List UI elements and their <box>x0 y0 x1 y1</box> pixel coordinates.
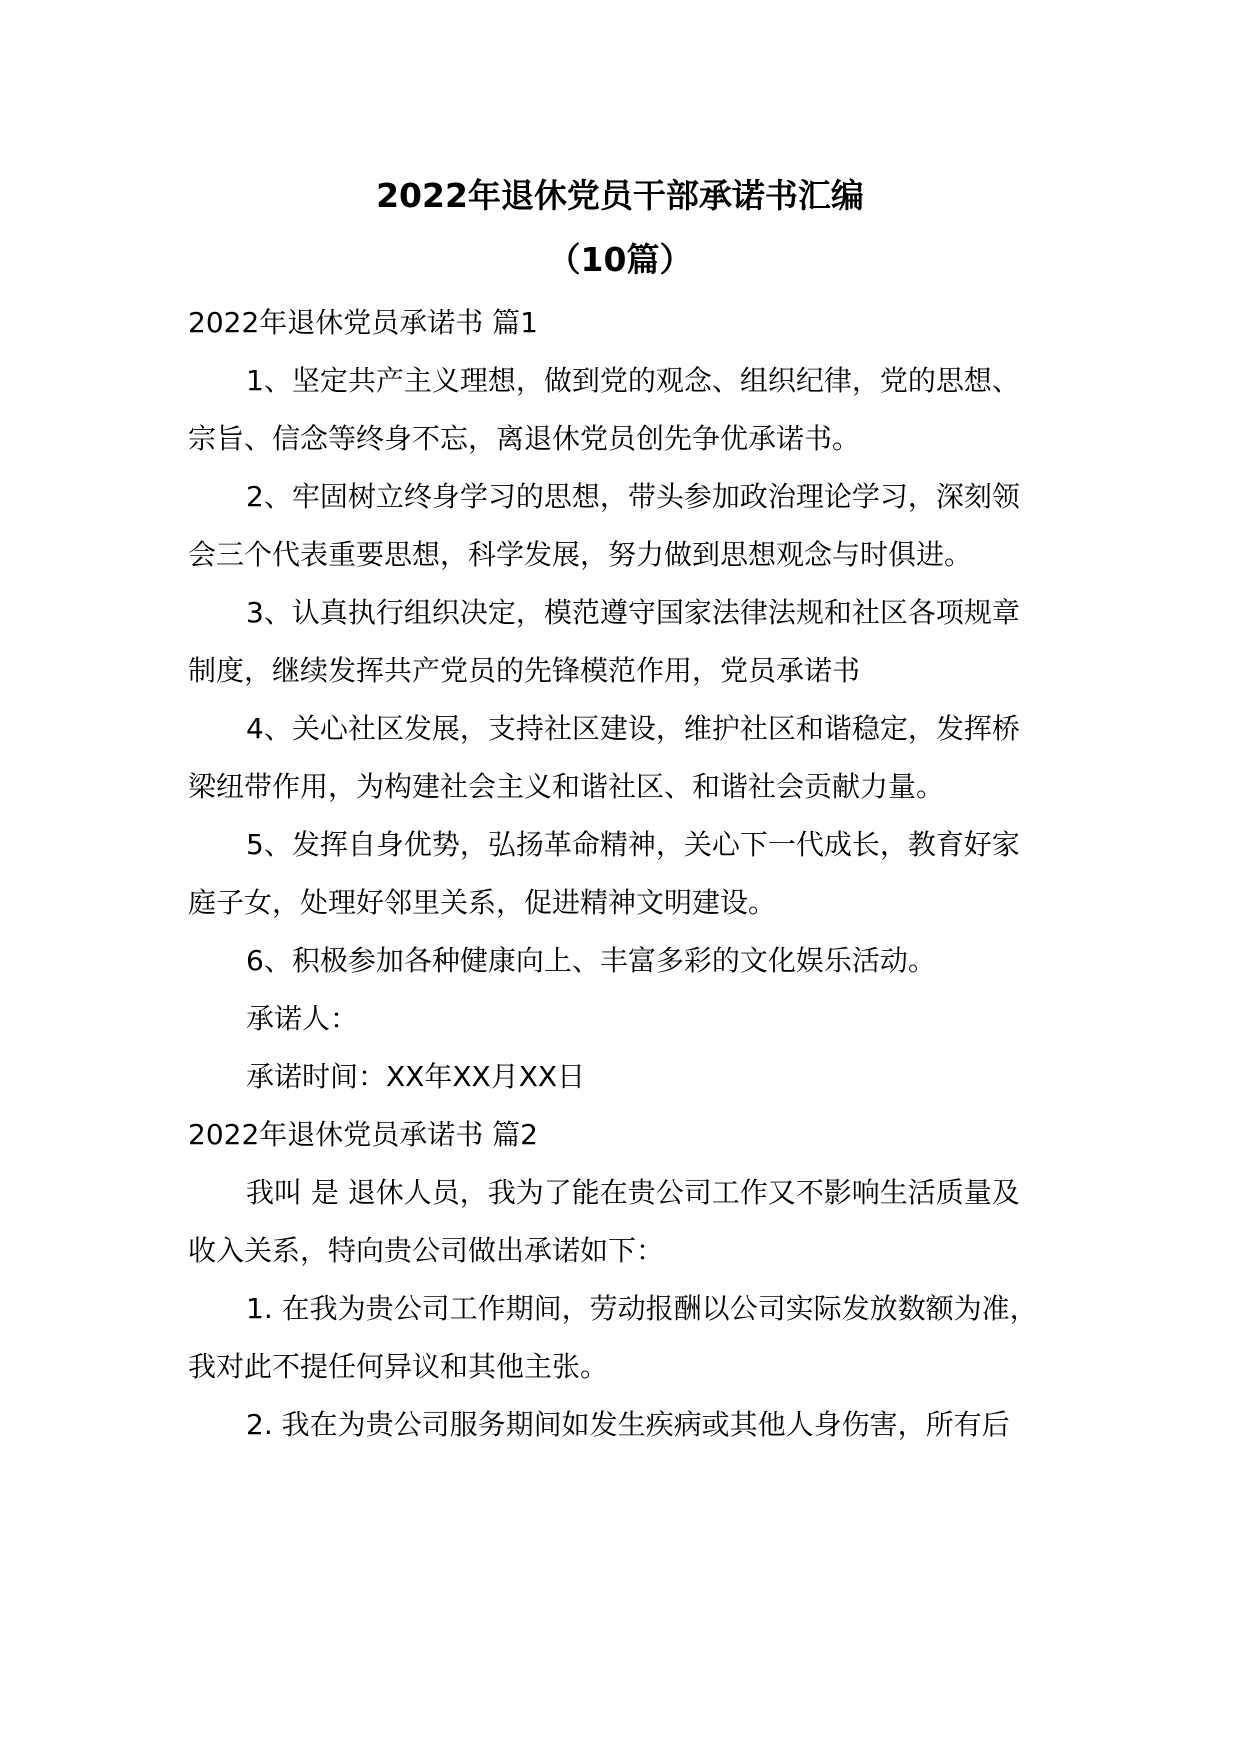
section-heading-2: 2022年退休党员承诺书 篇2 <box>188 1118 538 1151</box>
document-subtitle: （10篇） <box>547 240 693 279</box>
paragraph-line: 庭子女，处理好邻里关系，促进精神文明建设。 <box>188 886 777 919</box>
date-label: 承诺时间：XX年XX月XX日 <box>246 1060 586 1093</box>
paragraph-line: 2、牢固树立终身学习的思想，带头参加政治理论学习，深刻领 <box>246 480 1020 513</box>
document-title: 2022年退休党员干部承诺书汇编 <box>376 176 864 215</box>
paragraph-line: 收入关系，特向贵公司做出承诺如下： <box>188 1234 665 1267</box>
paragraph-line: 1. 在我为贵公司工作期间，劳动报酬以公司实际发放数额为准， <box>246 1292 1038 1325</box>
section-heading-1: 2022年退休党员承诺书 篇1 <box>188 306 538 339</box>
paragraph-line: 6、积极参加各种健康向上、丰富多彩的文化娱乐活动。 <box>246 944 936 977</box>
signature-label: 承诺人： <box>246 1002 359 1035</box>
paragraph-line: 我对此不提任何异议和其他主张。 <box>188 1350 609 1383</box>
paragraph-line: 我叫 是 退休人员，我为了能在贵公司工作又不影响生活质量及 <box>246 1176 1020 1209</box>
paragraph-line: 2. 我在为贵公司服务期间如发生疾病或其他人身伤害，所有后 <box>246 1408 1010 1441</box>
paragraph-line: 5、发挥自身优势，弘扬革命精神，关心下一代成长，教育好家 <box>246 828 1020 861</box>
paragraph-line: 制度，继续发挥共产党员的先锋模范作用，党员承诺书 <box>188 654 861 687</box>
paragraph-line: 3、认真执行组织决定，模范遵守国家法律法规和社区各项规章 <box>246 596 1020 629</box>
paragraph-line: 4、关心社区发展，支持社区建设，维护社区和谐稳定，发挥桥 <box>246 712 1020 745</box>
paragraph-line: 梁纽带作用，为构建社会主义和谐社区、和谐社会贡献力量。 <box>188 770 945 803</box>
paragraph-line: 宗旨、信念等终身不忘，离退休党员创先争优承诺书。 <box>188 422 861 455</box>
paragraph-line: 会三个代表重要思想，科学发展，努力做到思想观念与时俱进。 <box>188 538 973 571</box>
paragraph-line: 1、坚定共产主义理想，做到党的观念、组织纪律，党的思想、 <box>246 364 1020 397</box>
